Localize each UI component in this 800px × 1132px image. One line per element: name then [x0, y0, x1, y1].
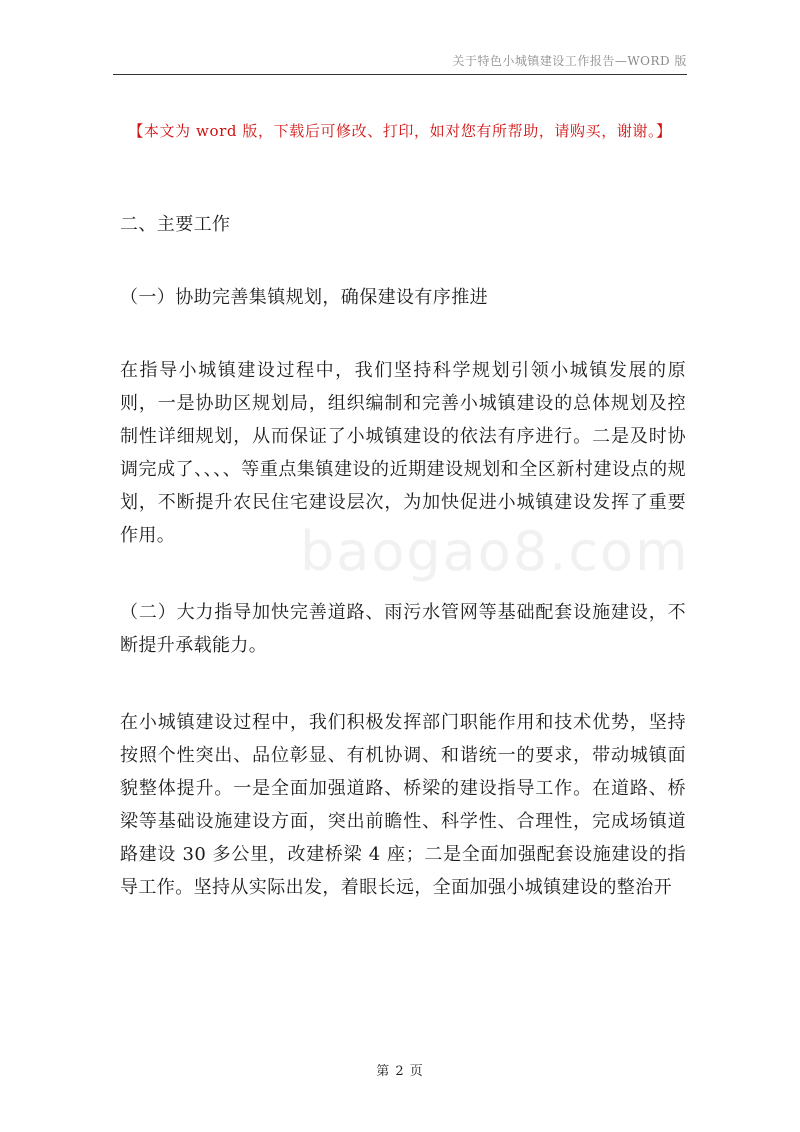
paragraph-1: 在指导小城镇建设过程中，我们坚持科学规划引领小城镇发展的原则，一是协助区规划局，组织编制和完善小城镇建设的总体规划及控制性详细规划，从而保证了小城镇建设的依法有序进行。二是及时协调完成了、、、、等重点集镇建设的近期建设规划和全区新村建设点的规划，不断提升农民住宅建设层次，为加快促进小城镇建设发挥了重要作用。: [120, 360, 686, 546]
watermark: baogao8.com: [300, 520, 690, 583]
page-number: 第 2 页: [376, 1064, 424, 1079]
header-title: 关于特色小城镇建设工作报告—WORD 版: [452, 54, 687, 68]
purchase-notice: 【本文为 word 版，下载后可修改、打印，如对您有所帮助，请购买，谢谢。】: [128, 122, 672, 140]
document-body: [120, 208, 690, 948]
section-title: 二、主要工作: [120, 214, 231, 235]
page-header: [113, 52, 687, 75]
subsection-title-2: （二）大力指导加快完善道路、雨污水管网等基础配套设施建设，不断提升承载能力。: [120, 602, 686, 656]
subsection-title-1: （一）协助完善集镇规划，确保建设有序推进: [120, 287, 488, 308]
paragraph-2: 在小城镇建设过程中，我们积极发挥部门职能作用和技术优势，坚持按照个性突出、品位彰显、有机协调、和谐统一的要求，带动城镇面貌整体提升。一是全面加强道路、桥梁的建设指导工作。在道路、桥梁等基础设施建设方面，突出前瞻性、科学性、合理性，完成场镇道路建设 30 多公里，改建桥梁 4 座；二是全面加强配套设施建设的指导工作。坚持从实际出发，着眼长远，全面加强小城镇建设的整治开: [120, 712, 686, 898]
